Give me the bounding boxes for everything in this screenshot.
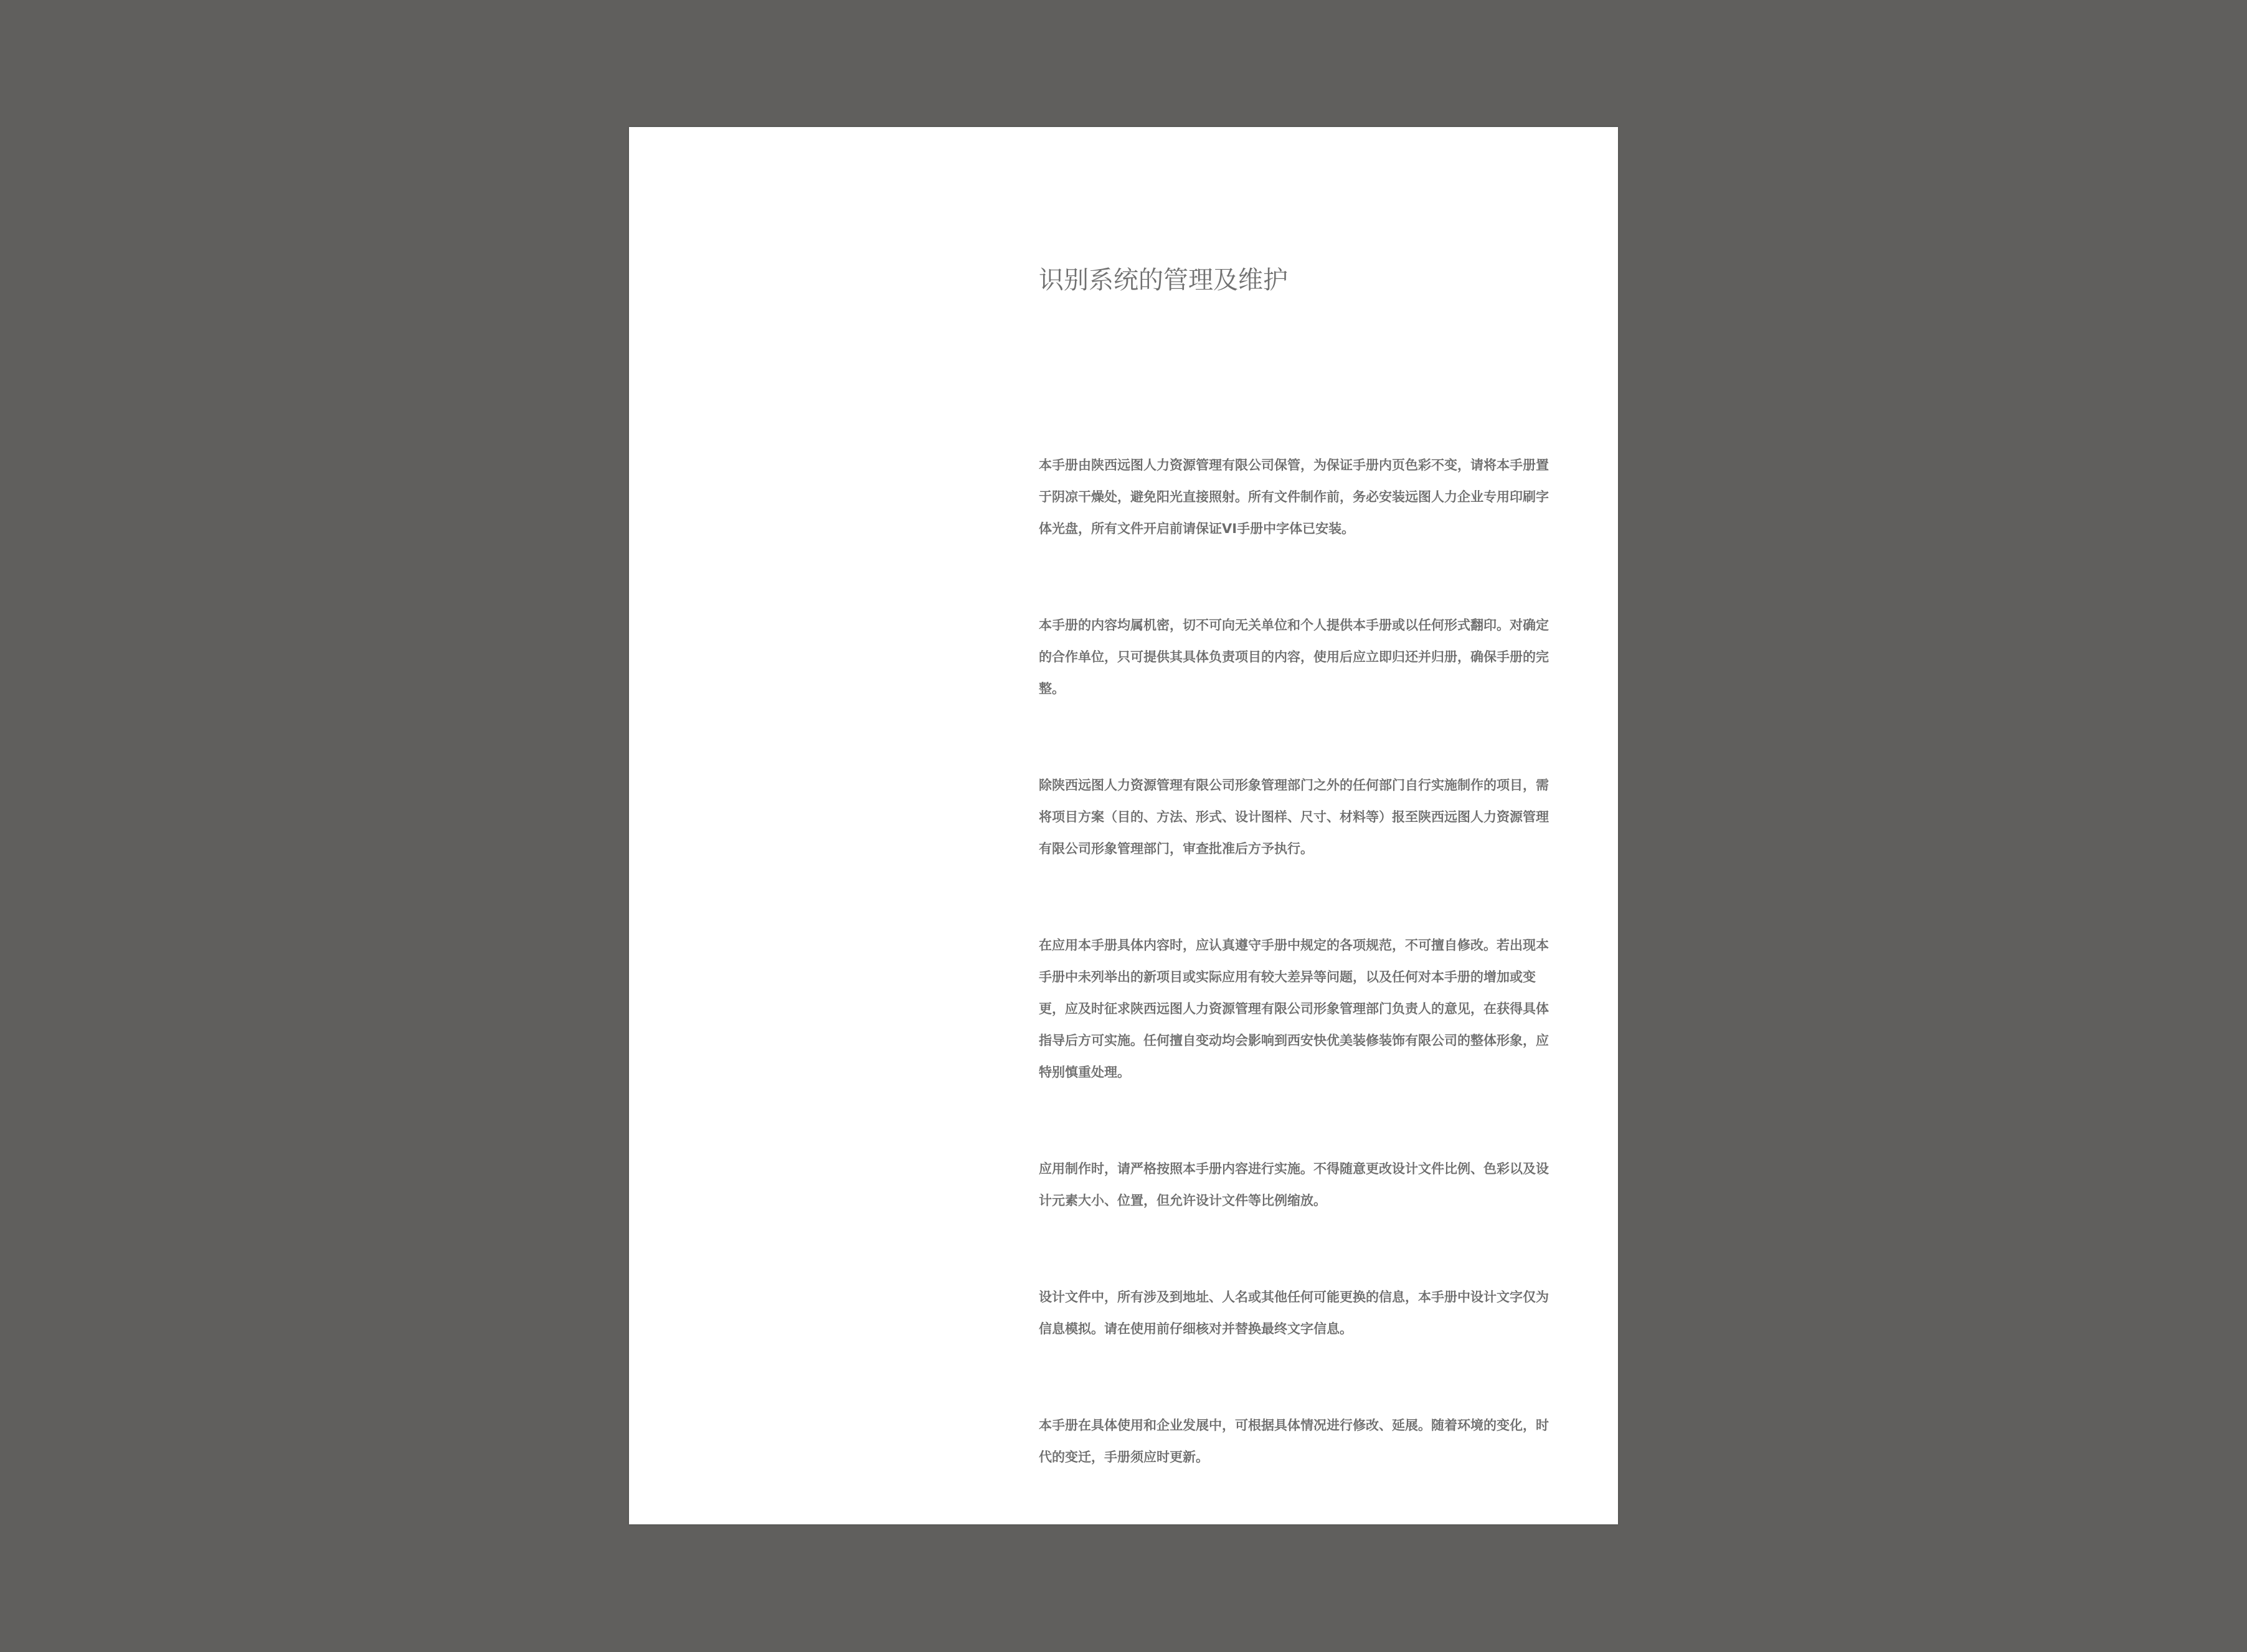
paragraph-placeholder-text: 设计文件中，所有涉及到地址、人名或其他任何可能更换的信息，本手册中设计文字仅为信息模拟。请在使用前仔细核对并替换最终文字信息。 — [1039, 1290, 1549, 1336]
paragraph-compliance: 在应用本手册具体内容时，应认真遵守手册中规定的各项规范，不可擅自修改。若出现本手册中未列举出的新项目或实际应用有较大差异等问题，以及任何对本手册的增加或变更，应及时征求陕西远图人力资源管理有限公司形象管理部门负责人的意见，在获得具体指导后方可实施。任何擅自变动均会影响到西安快优美装修装饰有限公司的整体形象，应特别慎重处理。 — [1039, 938, 1549, 1080]
paragraph-approval: 除陕西远图人力资源管理有限公司形象管理部门之外的任何部门自行实施制作的项目，需将项目方案（目的、方法、形式、设计图样、尺寸、材料等）报至陕西远图人力资源管理有限公司形象管理部门，审查批准后方予执行。 — [1039, 778, 1549, 856]
page-title: 识别系统的管理及维护 — [1039, 266, 1288, 295]
paragraph-storage: 本手册由陕西远图人力资源管理有限公司保管，为保证手册内页色彩不变，请将本手册置于阴凉干燥处，避免阳光直接照射。所有文件制作前，务必安装远图人力企业专用印刷字体光盘，所有文件开启前请保证VI手册中字体已安装。 — [1039, 458, 1549, 536]
page-body — [1039, 450, 1549, 1473]
paragraph-updates: 本手册在具体使用和企业发展中，可根据具体情况进行修改、延展。随着环境的变化，时代的变迁，手册须应时更新。 — [1039, 1418, 1549, 1465]
paragraph-confidentiality: 本手册的内容均属机密，切不可向无关单位和个人提供本手册或以任何形式翻印。对确定的合作单位，只可提供其具体负责项目的内容，使用后应立即归还并归册，确保手册的完整。 — [1039, 618, 1549, 696]
document-page — [629, 127, 1618, 1524]
paragraph-production: 应用制作时，请严格按照本手册内容进行实施。不得随意更改设计文件比例、色彩以及设计元素大小、位置，但允许设计文件等比例缩放。 — [1039, 1161, 1549, 1208]
